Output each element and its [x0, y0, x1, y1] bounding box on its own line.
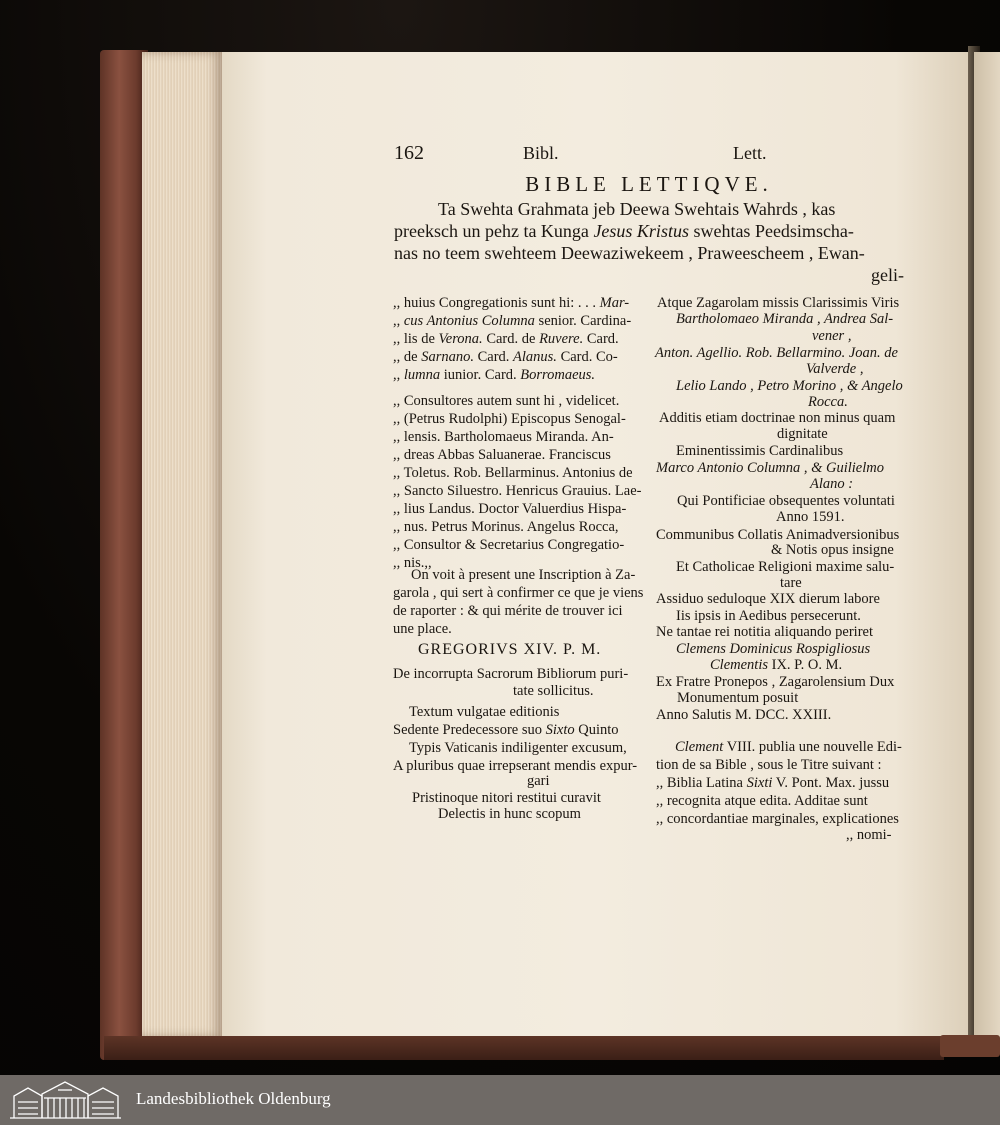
inscription-line: Alano :: [810, 476, 854, 492]
text-run: Card. Co-: [556, 349, 618, 365]
inscription-line: Additis etiam doctrinae non minus quam: [659, 410, 896, 426]
library-name: Landesbibliothek Oldenburg: [136, 1089, 331, 1108]
section-title: BIBLE LETTIQVE.: [525, 172, 773, 196]
inscription-line: Rocca.: [808, 394, 848, 410]
intro-italic: Jesus Kristus: [593, 221, 689, 241]
left-col-line: ,, lius Landus. Doctor Valuerdius Hispa-: [393, 501, 627, 517]
inscription-line: De incorrupta Sacrorum Bibliorum puri-: [393, 666, 629, 682]
clement-line: ,, concordantiae marginales, explicationes: [656, 811, 899, 827]
facing-page-edge: [974, 52, 1000, 1042]
inscription-line: Bartholomaeo Miranda , Andrea Sal-: [676, 311, 894, 327]
inscription-line: Typis Vaticanis indiligenter excusum,: [409, 740, 627, 756]
bottom-cover: [104, 1036, 944, 1060]
library-building-icon: [8, 1078, 123, 1122]
text-run: Borromaeus.: [520, 367, 596, 383]
left-col-line: ,, Consultor & Secretarius Congregatio-: [393, 537, 625, 553]
text-run: cus Antonius Columna: [403, 313, 535, 329]
inscription-title: GREGORIVS XIV. P. M.: [418, 641, 602, 658]
text-run: ,, de: [393, 349, 422, 365]
inscription-line: Anton. Agellio. Rob. Bellarmino. Joan. de: [655, 345, 898, 361]
text-run: lumna: [403, 367, 441, 383]
inscription-line: Eminentissimis Cardinalibus: [676, 443, 844, 459]
inscription-line: tare: [780, 575, 802, 591]
inscription-line: Ne tantae rei notitia aliquando periret: [656, 624, 874, 640]
inscription-line: Et Catholicae Religioni maxime salu-: [676, 559, 895, 575]
book-cover-edge: [100, 50, 148, 1060]
text-run: Alanus.: [513, 349, 557, 365]
inscription-line: vener ,: [812, 328, 852, 344]
clement-line: ,, nomi-: [846, 827, 892, 843]
inscription-line: Assiduo seduloque XIX dierum labore: [656, 591, 880, 607]
french-line: [393, 566, 635, 584]
left-col-line: ,, dreas Abbas Saluanerae. Franciscus: [393, 447, 611, 463]
inscription-line: Marco Antonio Columna , & Guilielmo: [656, 460, 884, 476]
inscription-line: [710, 656, 842, 674]
text-run: V. Pont. Max. jussu: [775, 775, 890, 791]
text-run: ,,: [393, 313, 404, 329]
intro-line-4: geli-: [871, 265, 904, 285]
left-col-line: ,, Toletus. Rob. Bellarminus. Antonius de: [393, 465, 633, 481]
text-run: On voit à present une Inscription à Za-: [411, 567, 636, 583]
inscription-line: Clemens Dominicus Rospigliosus: [676, 641, 871, 657]
text-run: Card.: [583, 331, 619, 347]
inscription-line: A pluribus quae irrepserant mendis expur-: [393, 758, 638, 774]
text-run: Card. de: [482, 331, 540, 347]
left-col-line: ,, nus. Petrus Morinus. Angelus Rocca,: [393, 519, 619, 535]
inscription-line: gari: [527, 773, 550, 789]
text-run: ,, lis de: [393, 331, 439, 347]
clement-line: [656, 774, 889, 792]
left-col-line: [393, 294, 629, 312]
text-run: Card.: [473, 349, 514, 365]
intro-line-2: [394, 220, 904, 242]
inscription-line: [393, 721, 619, 739]
french-line: de raporter : & qui mérite de trouver ici: [393, 603, 623, 619]
text-run: Verona.: [438, 331, 483, 347]
text-run: IX. P. O. M.: [771, 657, 843, 673]
text-run: Sixti: [746, 775, 773, 791]
clement-line: [675, 738, 902, 756]
inscription-line: tate sollicitus.: [513, 683, 594, 699]
text-run: Clementis: [710, 657, 768, 673]
text-run: ,, huius Congregationis sunt hi: . . .: [393, 295, 600, 311]
text-run: iunior. Card.: [440, 367, 521, 383]
inscription-line: Communibus Collatis Animadversionibus: [656, 527, 900, 543]
left-col-line: [393, 330, 619, 348]
inscription-line: & Notis opus insigne: [771, 542, 894, 558]
inscription-line: Valverde ,: [806, 361, 864, 377]
inscription-line: Pristinoque nitori restitui curavit: [412, 790, 601, 806]
intro-text: swehtas Peedsimscha-: [693, 221, 854, 241]
inscription-line: Monumentum posuit: [677, 690, 799, 706]
clement-line: tion de sa Bible , sous le Titre suivant :: [656, 757, 882, 773]
inscription-line: Anno Salutis M. DCC. XXIII.: [656, 707, 832, 723]
left-col-line: [393, 366, 595, 384]
left-col-line: [393, 312, 631, 330]
inscription-line: Textum vulgatae editionis: [409, 704, 560, 720]
text-run: Sedente Predecessore suo: [393, 722, 542, 738]
french-line: garola , qui sert à confirmer ce que je viens: [393, 585, 644, 601]
left-col-line: ,, Consultores autem sunt hi , videlicet.: [393, 393, 620, 409]
inscription-line: Lelio Lando , Petro Morino , & Angelo: [676, 378, 903, 394]
left-col-line: ,, Sancto Siluestro. Henricus Grauius. Lae-: [393, 483, 642, 499]
text-run: Ruvere.: [539, 331, 584, 347]
text-run: Quinto: [578, 722, 619, 738]
inscription-line: Qui Pontificiae obsequentes voluntati: [677, 493, 895, 509]
page-number: 162: [394, 142, 424, 164]
left-col-line: ,, (Petrus Rudolphi) Episcopus Senogal-: [393, 411, 626, 427]
left-col-line: ,, lensis. Bartholomaeus Miranda. An-: [393, 429, 614, 445]
text-run: Clement: [675, 739, 724, 755]
inscription-line: Atque Zagarolam missis Clarissimis Viris: [657, 295, 900, 311]
inscription-line: Anno 1591.: [776, 509, 845, 525]
text-run: Sarnano.: [421, 349, 474, 365]
left-col-line: [393, 348, 618, 366]
intro-line-1: [394, 198, 904, 220]
french-line: une place.: [393, 621, 452, 637]
inscription-line: dignitate: [777, 426, 828, 442]
text-run: Mar-: [599, 295, 630, 311]
running-head-right: Lett.: [733, 143, 767, 163]
intro-line-3: nas no teem swehteem Deewaziwekeem , Praweescheem , Ewan-: [394, 243, 865, 263]
inscription-line: Ex Fratre Pronepos , Zagarolensium Dux: [656, 674, 895, 690]
inscription-line: Iis ipsis in Aedibus persecerunt.: [676, 608, 861, 624]
text-run: VIII. publia une nouvelle Edi-: [726, 739, 902, 755]
page-stack: [142, 52, 222, 1037]
right-cover-edge: [940, 1035, 1000, 1057]
left-col-line: ,, nis.,,: [393, 555, 432, 571]
intro-text: preeksch un pehz ta Kunga: [394, 221, 589, 241]
inscription-line: Delectis in hunc scopum: [438, 806, 581, 822]
text-run: ,, Biblia Latina: [656, 775, 743, 791]
footer-bar: [0, 1075, 1000, 1125]
intro-text: Ta Swehta Grahmata jeb Deewa Swehtais Wahrds , kas: [438, 199, 836, 219]
running-head-left: Bibl.: [523, 143, 559, 163]
text-run: ,,: [393, 367, 404, 383]
text-run: Sixto: [545, 722, 575, 738]
text-run: senior. Cardina-: [534, 313, 632, 329]
clement-line: ,, recognita atque edita. Additae sunt: [656, 793, 868, 809]
